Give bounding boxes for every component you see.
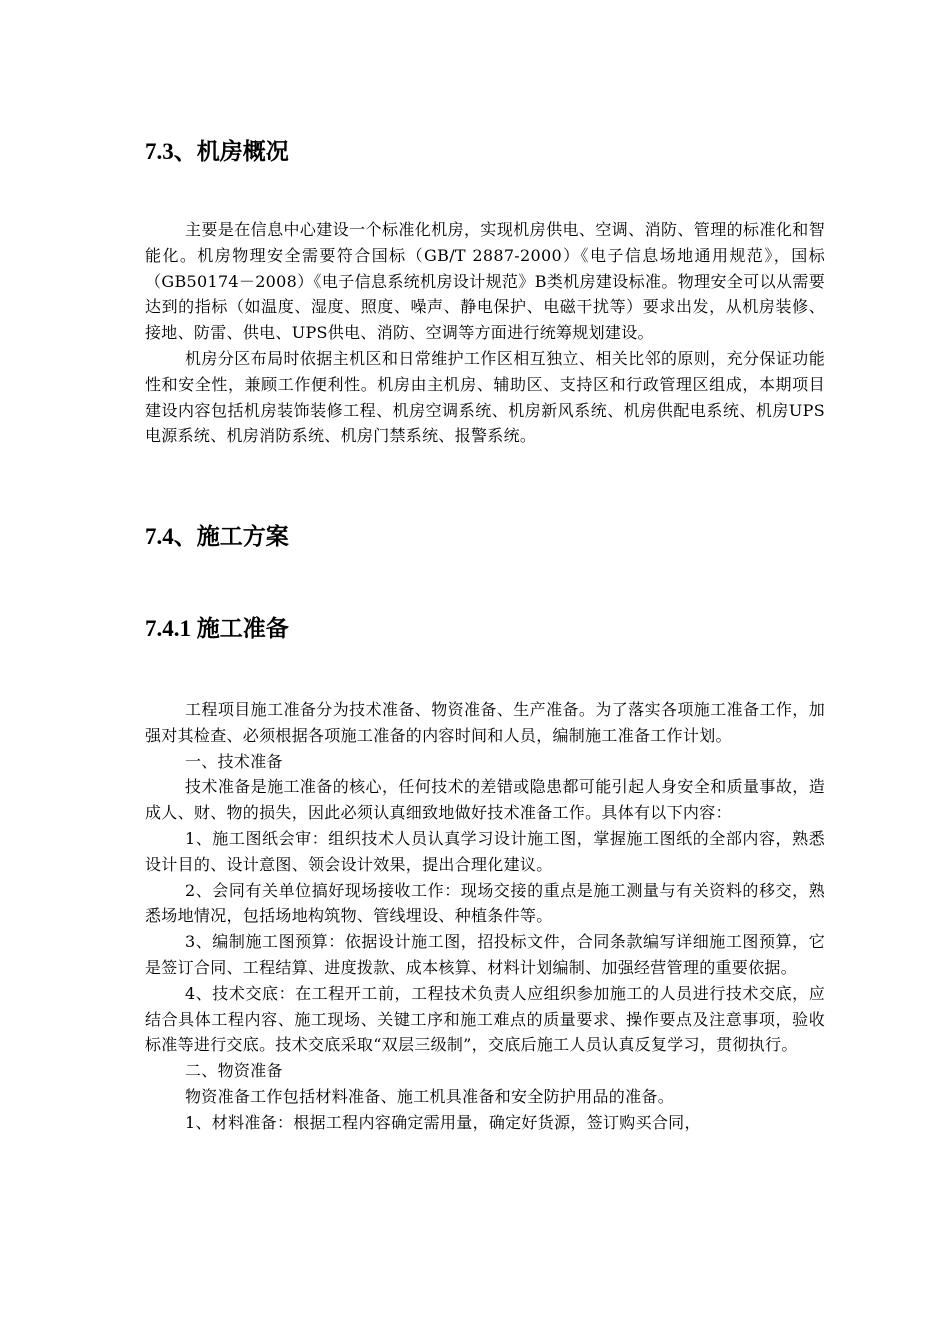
section-heading-7-4-1: 7.4.1 施工准备	[145, 616, 289, 641]
section-heading-7-3: 7.3、机房概况	[145, 139, 289, 164]
subheading-material-preparation: 二、物资准备	[185, 1061, 283, 1081]
section-heading-7-4: 7.4、施工方案	[145, 524, 289, 549]
list-item: 1、施工图纸会审：组织技术人员认真学习设计施工图，掌握施工图纸的全部内容，熟悉设计目的、设计意图、领会设计效果，提出合理化建议。	[145, 828, 825, 874]
paragraph: 工程项目施工准备分为技术准备、物资准备、生产准备。为了落实各项施工准备工作，加强对其检查、必须根据各项施工准备的内容时间和人员，编制施工准备工作计划。	[145, 700, 825, 745]
subheading-technical-preparation: 一、技术准备	[185, 751, 283, 771]
section-7-4-1-body	[145, 697, 825, 1136]
list-item: 1、材料准备：根据工程内容确定需用量，确定好货源，签订购买合同，	[185, 1112, 701, 1132]
list-item: 2、会同有关单位搞好现场接收工作：现场交接的重点是施工测量与有关资料的移交，熟悉场地情况，包括场地构筑物、管线埋设、种植条件等。	[145, 880, 825, 926]
paragraph: 物资准备工作包括材料准备、施工机具准备和安全防护用品的准备。	[185, 1086, 675, 1106]
paragraph: 主要是在信息中心建设一个标准化机房，实现机房供电、空调、消防、管理的标准化和智能化。机房物理安全需要符合国标（GB/T 2887-2000）《电子信息场地通用规范》，国标（GB50174－2008）《电子信息系统机房设计规范》B类机房建设标准。物理安全可以从需要达到的指标（如温度、湿度、照度、噪声、静电保护、电磁干扰等）要求出发，从机房装修、接地、防雷、供电、UPS供电、消防、空调等方面进行统筹规划建设。	[145, 220, 825, 343]
section-7-3-body	[145, 217, 825, 449]
list-item: 4、技术交底：在工程开工前，工程技术负责人应组织参加施工的人员进行技术交底，应结合具体工程内容、施工现场、关键工序和施工难点的质量要求、操作要点及注意事项，验收标准等进行交底。技术交底采取“双层三级制”，交底后施工人员认真反复学习，贯彻执行。	[145, 983, 825, 1055]
paragraph: 机房分区布局时依据主机区和日常维护工作区相互独立、相关比邻的原则，充分保证功能性和安全性，兼顾工作便利性。机房由主机房、辅助区、支持区和行政管理区组成，本期项目建设内容包括机房装饰装修工程、机房空调系统、机房新风系统、机房供配电系统、机房UPS电源系统、机房消防系统、机房门禁系统、报警系统。	[145, 348, 825, 446]
list-item: 3、编制施工图预算：依据设计施工图，招投标文件，合同条款编写详细施工图预算，它是签订合同、工程结算、进度拨款、成本核算、材料计划编制、加强经营管理的重要依据。	[145, 932, 825, 977]
paragraph: 技术准备是施工准备的核心，任何技术的差错或隐患都可能引起人身安全和质量事故，造成人、财、物的损失，因此必须认真细致地做好技术准备工作。具体有以下内容：	[145, 777, 825, 823]
